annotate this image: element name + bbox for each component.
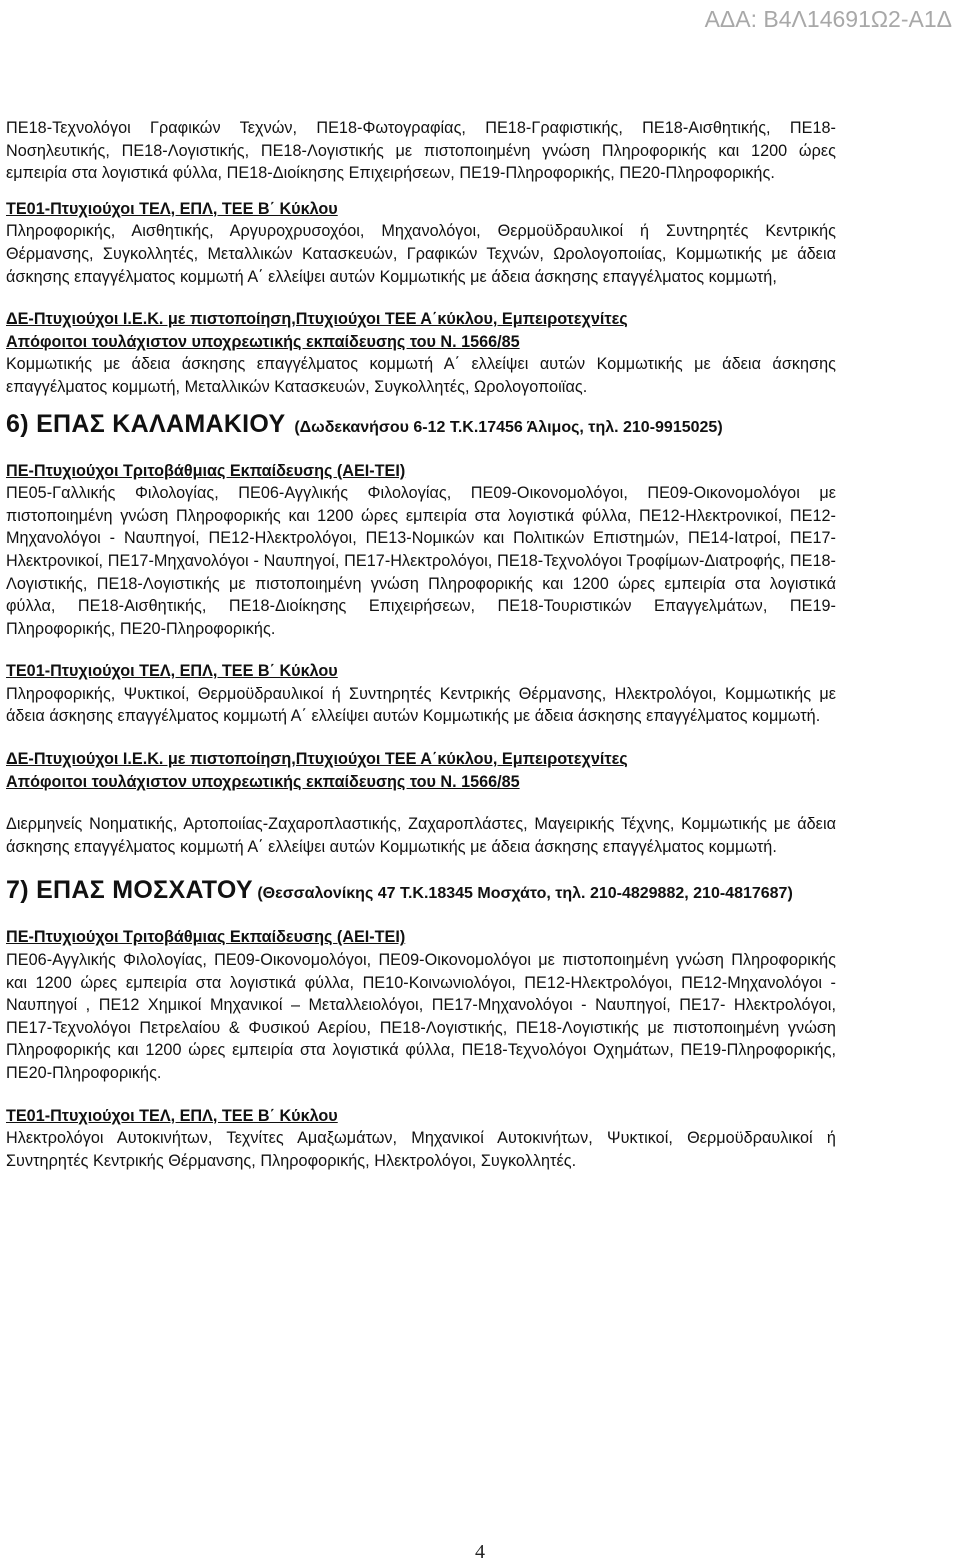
de-heading-secondary: Απόφοιτοι τουλάχιστον υποχρεωτικής εκπαίδευσης του Ν. 1566/85: [6, 332, 520, 351]
de-heading: ΔΕ-Πτυχιούχοι Ι.Ε.Κ. με πιστοποίηση,Πτυχιούχοι ΤΕΕ Α΄κύκλου, Εμπειροτεχνίτες: [6, 750, 628, 769]
school-6-heading: [6, 409, 836, 440]
te01-heading: ΤΕ01-Πτυχιούχοι ΤΕΛ, ΕΠΛ, ΤΕΕ Β΄ Κύκλου: [6, 662, 338, 681]
school-7-name: 7) ΕΠΑΣ ΜΟΣΧΑΤΟΥ: [6, 876, 253, 905]
de-text: Διερμηνείς Νοηματικής, Αρτοποιίας-Ζαχαροπλαστικής, Ζαχαροπλάστες, Μαγειρικής Τέχνης, Κομμωτικής με άδεια άσκησης επαγγέλματος κομμωτή Α΄ ελλείψει αυτών Κομμωτικής με άδεια άσκησης επαγγέλματος κομμωτή.: [6, 815, 836, 856]
de-heading: ΔΕ-Πτυχιούχοι Ι.Ε.Κ. με πιστοποίηση,Πτυχιούχοι ΤΕΕ Α΄κύκλου, Εμπειροτεχνίτες: [6, 310, 628, 329]
pe-text: ΠΕ05-Γαλλικής Φιλολογίας, ΠΕ06-Αγγλικής Φιλολογίας, ΠΕ09-Οικονομολόγοι, ΠΕ09-Οικονομολόγοι με πιστοποιημένη γνώση Πληροφορικής και 1200 ώρες εμπειρία στα λογιστικά φύλλα, ΠΕ12-Ηλεκτρονικοί, ΠΕ12-Μηχανολόγοι - Ναυπηγοί, ΠΕ12-Ηλεκτρολόγοι, ΠΕ13-Νομικών και Πολιτικών Επιστημών, ΠΕ14-Ιατροί, ΠΕ17-Ηλεκτρονικοί, ΠΕ17-Μηχανολόγοι - Ναυπηγοί, ΠΕ17-Ηλεκτρολόγοι, ΠΕ18-Τεχνολόγοι Τροφίμων-Διατροφής, ΠΕ18-Λογιστικής, ΠΕ18-Λογιστικής με πιστοποιημένη γνώση Πληροφορικής και 1200 ώρες εμπειρία στα λογιστικά φύλλα, ΠΕ18-Αισθητικής, ΠΕ18-Διοίκησης Επιχειρήσεων, ΠΕ18-Τουριστικών Επαγγελμάτων, ΠΕ19-Πληροφορικής, ΠΕ20-Πληροφορικής.: [6, 484, 836, 638]
pe-text: ΠΕ06-Αγγλικής Φιλολογίας, ΠΕ09-Οικονομολόγοι, ΠΕ09-Οικονομολόγοι με πιστοποιημένη γνώση Πληροφορικής και 1200 ώρες εμπειρία στα λογιστικά φύλλα, ΠΕ10-Κοινωνιολόγοι, ΠΕ12-Ηλεκτρολόγοι, ΠΕ12-Μηχανολόγοι - Ναυπηγοί , ΠΕ12 Χημικοί Μηχανικοί – Μεταλλειολόγοι, ΠΕ17-Μηχανολόγοι - Ναυπηγοί, ΠΕ17- Ηλεκτρολόγοι, ΠΕ17-Τεχνολόγοι Πετρελαίου & Φυσικού Αερίου, ΠΕ18-Λογιστικής, ΠΕ18-Λογιστικής με πιστοποιημένη γνώση Πληροφορικής και 1200 ώρες εμπειρία στα λογιστικά φύλλα, ΠΕ18-Τεχνολόγοι Οχημάτων, ΠΕ19-Πληροφορικής, ΠΕ20-Πληροφορικής.: [6, 951, 836, 1082]
de-text: Κομμωτικής με άδεια άσκησης επαγγέλματος κομμωτή Α΄ ελλείψει αυτών Κομμωτικής με άδεια άσκησης επαγγέλματος κομμωτή, Μεταλλικών Κατασκευών, Συγκολλητές, Ωρολογοποιϊας.: [6, 355, 836, 396]
school-7-details: (Θεσσαλονίκης 47 Τ.Κ.18345 Μοσχάτο, τηλ. 210-4829882, 210-4817687): [257, 885, 793, 903]
page-number: 4: [475, 1541, 485, 1563]
te01-heading: ΤΕ01-Πτυχιούχοι ΤΕΛ, ΕΠΛ, ΤΕΕ Β΄ Κύκλου: [6, 1106, 338, 1125]
ada-header: ΑΔΑ: Β4Λ14691Ω2-Α1Δ: [704, 6, 952, 32]
school-7-heading: [6, 878, 836, 906]
intro-paragraph: ΠΕ18-Τεχνολόγοι Γραφικών Τεχνών, ΠΕ18-Φωτογραφίας, ΠΕ18-Γραφιστικής, ΠΕ18-Αισθητικής, ΠΕ18-Νοσηλευτικής, ΠΕ18-Λογιστικής, ΠΕ18-Λογιστικής με πιστοποιημένη γνώση Πληροφορικής και 1200 ώρες εμπειρία στα λογιστικά φύλλα, ΠΕ18-Διοίκησης Επιχειρήσεων, ΠΕ19-Πληροφορικής, ΠΕ20-Πληροφορικής.: [6, 119, 836, 183]
document-body: [6, 117, 836, 1172]
pe-heading: ΠΕ-Πτυχιούχοι Τριτοβάθμιας Εκπαίδευσης (ΑΕΙ-ΤΕΙ): [6, 461, 406, 480]
te01-text: Πληροφορικής, Αισθητικής, Αργυροχρυσοχόοι, Μηχανολόγοι, Θερμοϋδραυλικοί ή Συντηρητές Κεντρικής Θέρμανσης, Συγκολλητές, Μεταλλικών Κατασκευών, Γραφικών Τεχνών, Ωρολογοποιίας, Κομμωτικής με άδεια άσκησης επαγγέλματος κομμωτή Α΄ ελλείψει αυτών Κομμωτικής με άδεια άσκησης επαγγέλματος κομμωτή,: [6, 222, 836, 286]
de-heading-secondary: Απόφοιτοι τουλάχιστον υποχρεωτικής εκπαίδευσης του Ν. 1566/85: [6, 772, 520, 791]
te01-text: Πληροφορικής, Ψυκτικοί, Θερμοϋδραυλικοί ή Συντηρητές Κεντρικής Θέρμανσης, Ηλεκτρολόγοι, Κομμωτικής με άδεια άσκησης επαγγέλματος κομμωτή Α΄ ελλείψει αυτών Κομμωτικής με άδεια άσκησης επαγγέλματος κομμωτή.: [6, 684, 836, 726]
te01-heading: ΤΕ01-Πτυχιούχοι ΤΕΛ, ΕΠΛ, ΤΕΕ Β΄ Κύκλου: [6, 199, 338, 218]
school-6-details: (Δωδεκανήσου 6-12 Τ.Κ.17456 Άλιμος, τηλ. 210-9915025): [294, 418, 723, 436]
te01-text: Ηλεκτρολόγοι Αυτοκινήτων, Τεχνίτες Αμαξωμάτων, Μηχανικοί Αυτοκινήτων, Ψυκτικοί, Θερμοϋδραυλικοί ή Συντηρητές Κεντρικής Θέρμανσης, Πληροφορικής, Ηλεκτρολόγοι, Συγκολλητές.: [6, 1129, 836, 1170]
school-6-name: 6) ΕΠΑΣ ΚΑΛΑΜΑΚΙΟΥ: [6, 409, 286, 438]
pe-heading: ΠΕ-Πτυχιούχοι Τριτοβάθμιας Εκπαίδευσης (ΑΕΙ-ΤΕΙ): [6, 928, 406, 947]
